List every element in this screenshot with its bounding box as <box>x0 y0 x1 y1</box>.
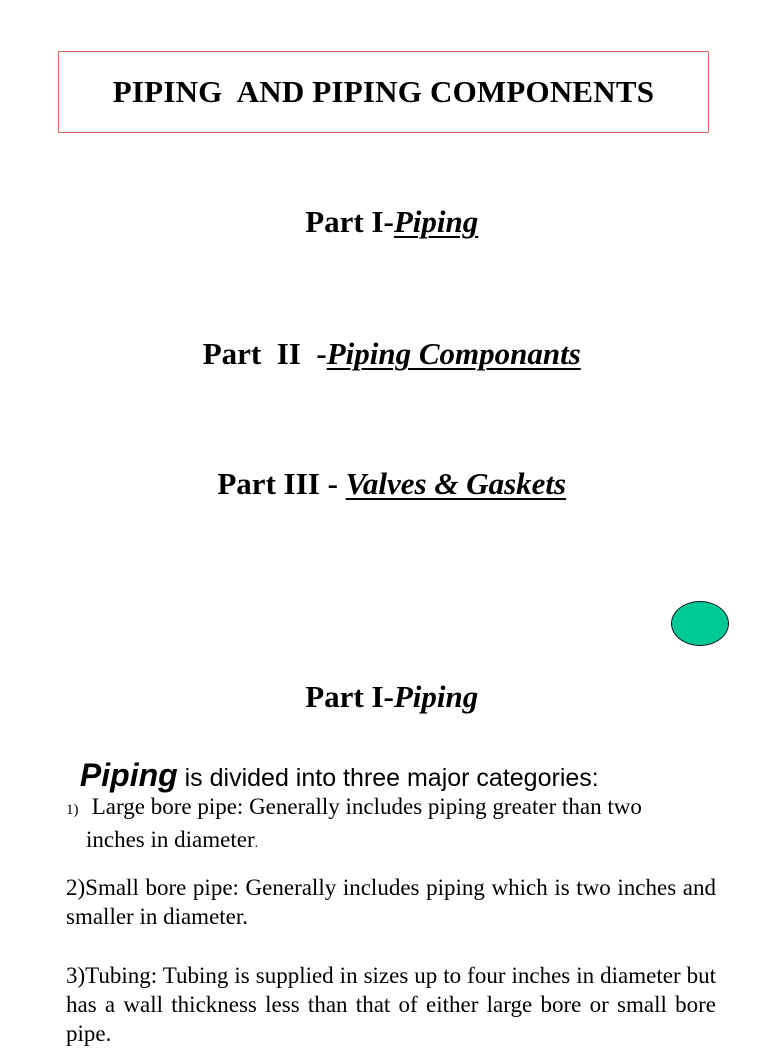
section-name: Piping <box>393 679 479 714</box>
section-prefix: Part I- <box>305 679 394 714</box>
part-one-heading <box>0 168 768 240</box>
part-two-prefix: Part II - <box>202 336 327 371</box>
intro-term: Piping <box>79 757 178 793</box>
list-item-3: 3)Tubing: Tubing is supplied in sizes up to four inches in diameter but has a wall thickness less than that of either large bore or small bore pipe. <box>66 963 716 1046</box>
list-item-1 <box>66 792 716 858</box>
list-item-1-line2: inches in diameter <box>86 827 255 852</box>
page-title: PIPING AND PIPING COMPONENTS <box>112 74 655 109</box>
list-item-1-number: 1) <box>66 802 79 818</box>
part-three-link[interactable]: Valves & Gaskets <box>345 466 567 501</box>
green-circle-marker <box>671 601 729 646</box>
part-three-prefix: Part III - <box>217 466 346 501</box>
section-heading <box>0 643 768 715</box>
list-item-1-period: . <box>254 836 259 851</box>
title-box <box>58 51 709 133</box>
list-item-2: 2)Small bore pipe: Generally includes piping which is two inches and smaller in diameter. <box>66 875 716 929</box>
part-two-link[interactable]: Piping Componants <box>326 336 581 371</box>
part-three-heading <box>0 430 768 502</box>
list-item-1-line1: Large bore pipe: Generally includes piping greater than two <box>86 794 642 819</box>
intro-rest: is divided into three major categories: <box>177 764 599 792</box>
part-one-prefix: Part I- <box>305 204 394 239</box>
part-one-link[interactable]: Piping <box>393 204 479 239</box>
intro-sentence <box>66 728 726 794</box>
part-two-heading <box>0 300 768 372</box>
